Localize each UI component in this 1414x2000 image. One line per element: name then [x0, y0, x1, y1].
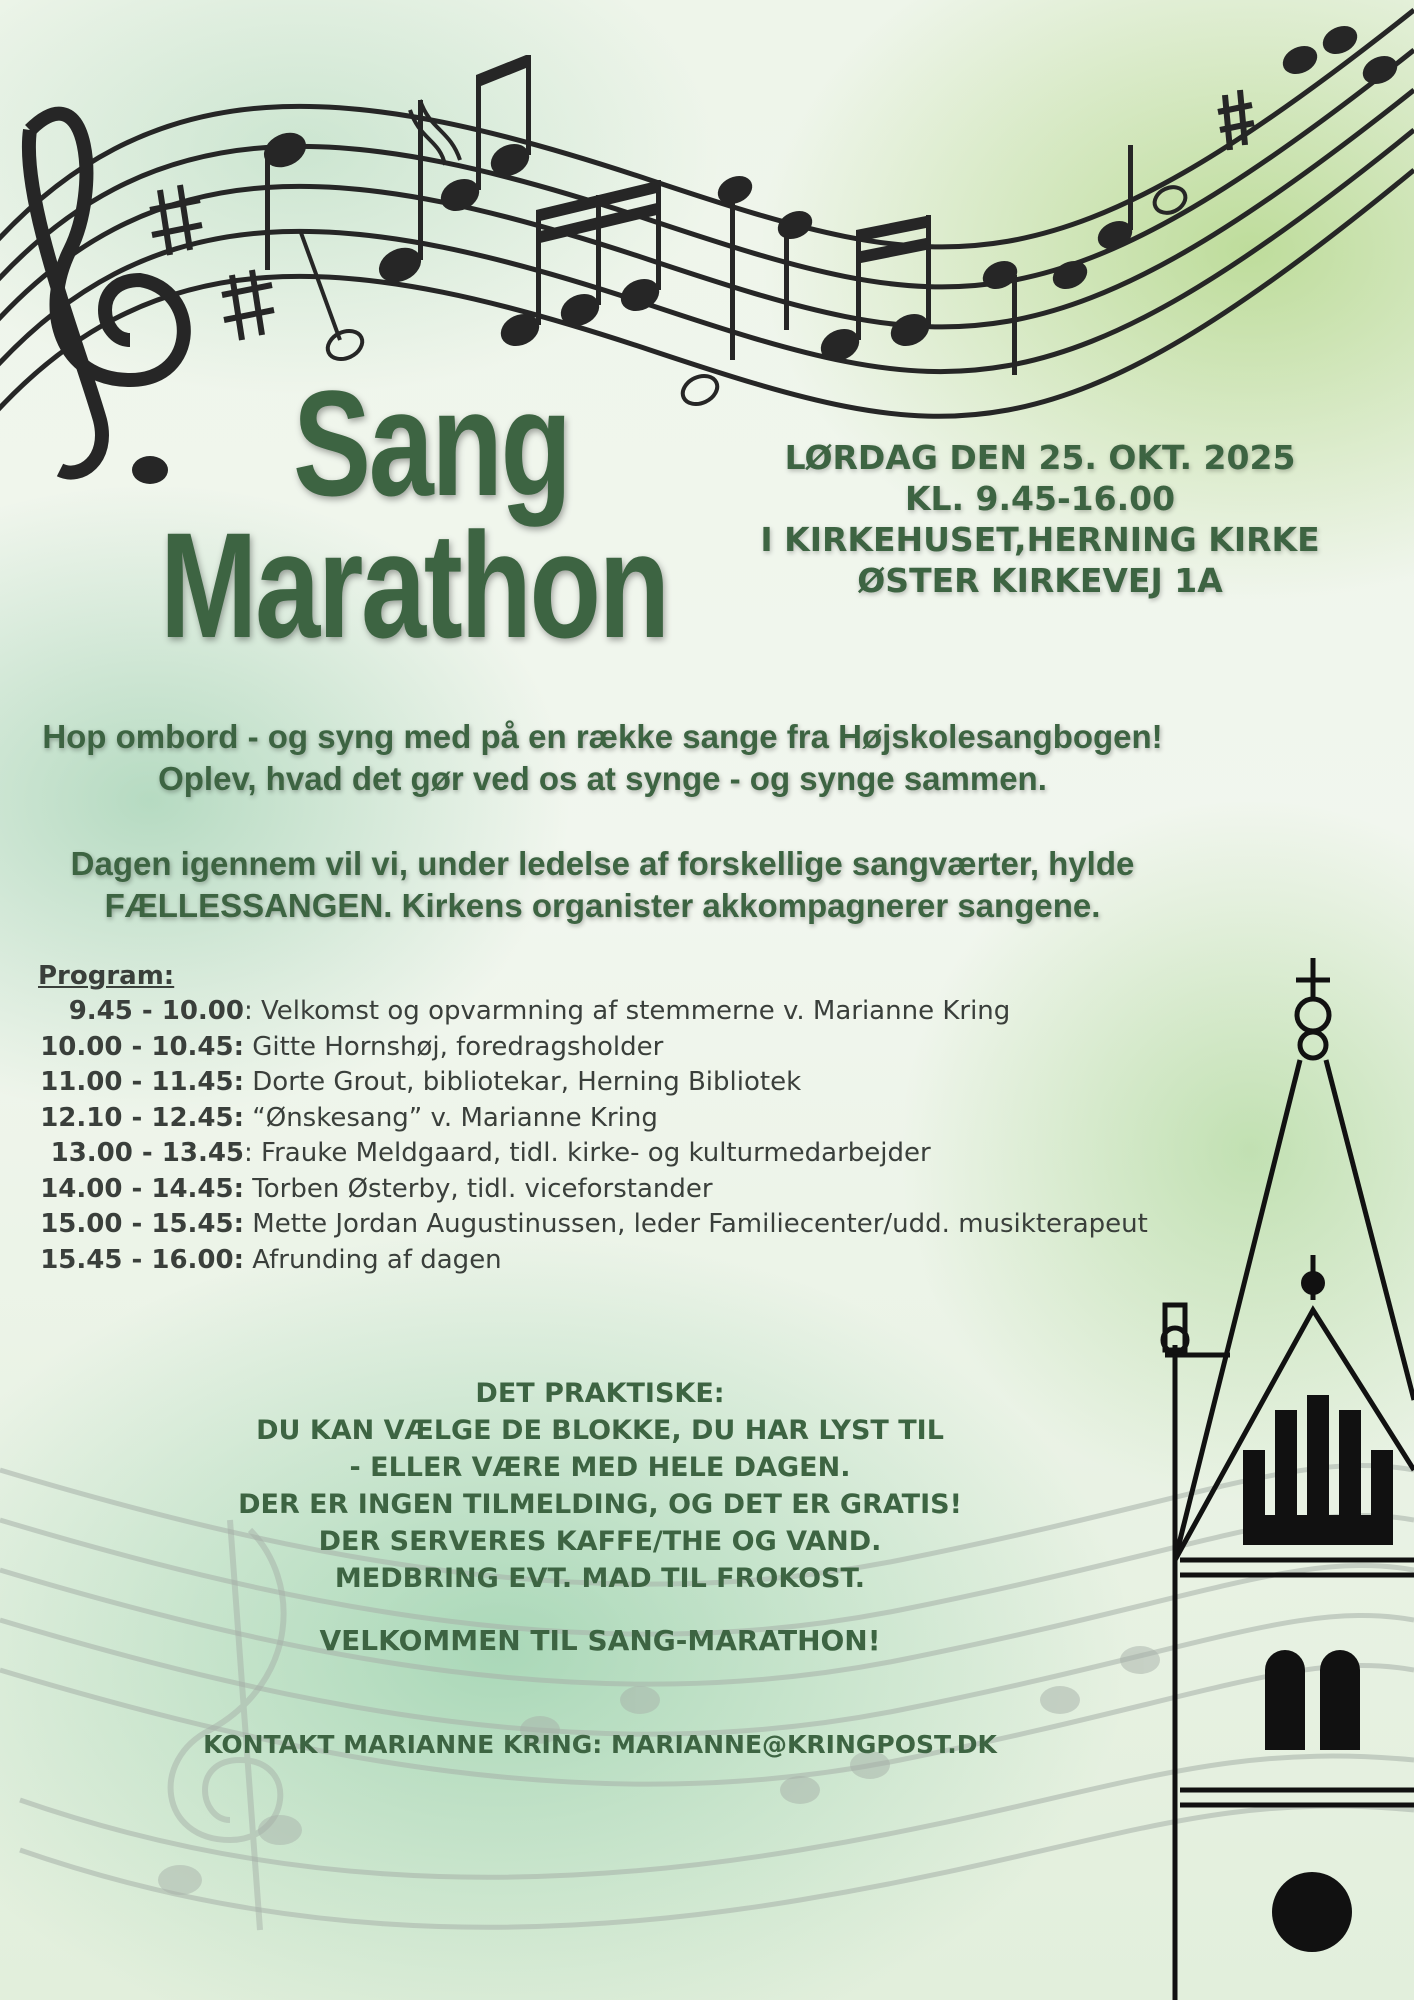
- program-time: 10.00 - 10.45:: [40, 1031, 244, 1062]
- intro-line: Oplev, hvad det gør ved os at synge - og synge sammen.: [158, 760, 1047, 797]
- program-time: 9.45 - 10.00: [68, 996, 244, 1026]
- program-sep: :: [244, 1138, 253, 1168]
- practical-line: DU KAN VÆLGE DE BLOKKE, DU HAR LYST TIL: [256, 1415, 944, 1446]
- event-address: ØSTER KIRKEVEJ 1A: [857, 561, 1223, 600]
- intro-paragraph-1: [30, 716, 1175, 800]
- program-text: Gitte Hornshøj, foredragsholder: [244, 1031, 664, 1062]
- title-line-1: Sang: [293, 359, 570, 527]
- program-time: 12.10 - 12.45:: [40, 1102, 244, 1133]
- intro-line: Hop ombord - og syng med på en række sange fra Højskolesangbogen!: [42, 718, 1163, 755]
- program-text: Mette Jordan Augustinussen, leder Familiecenter/udd. musikterapeut: [244, 1209, 1148, 1239]
- program-sep: :: [244, 996, 253, 1026]
- program-row: [38, 1243, 1148, 1279]
- program-time: 15.45 - 16.00:: [40, 1244, 244, 1275]
- program-text: Afrunding af dagen: [244, 1244, 502, 1275]
- program-heading: Program:: [38, 961, 175, 991]
- welcome-text: VELKOMMEN TIL SANG-MARATHON!: [319, 1624, 881, 1657]
- program-text: Torben Østerby, tidl. viceforstander: [244, 1173, 713, 1204]
- practical-line: DER ER INGEN TILMELDING, OG DET ER GRATIS!: [238, 1489, 962, 1520]
- program: [38, 958, 1148, 1278]
- event-date: LØRDAG DEN 25. OKT. 2025: [784, 438, 1296, 477]
- program-row: [38, 1065, 1148, 1101]
- program-row: [38, 1207, 1148, 1243]
- organ-pipes-icon: [1243, 1395, 1393, 1545]
- event-venue: I KIRKEHUSET,HERNING KIRKE: [760, 520, 1320, 559]
- event-info: [760, 437, 1320, 601]
- program-text: Dorte Grout, bibliotekar, Herning Bibliotek: [244, 1067, 802, 1097]
- program-row: [38, 1030, 1148, 1066]
- program-time: 13.00 - 13.45: [50, 1138, 244, 1168]
- intro-paragraph-2: [30, 843, 1175, 927]
- program-text: Velkomst og opvarmning af stemmerne v. Marianne Kring: [252, 996, 1011, 1026]
- event-time: KL. 9.45-16.00: [904, 479, 1176, 518]
- intro-line: FÆLLESSANGEN. Kirkens organister akkompagnerer sangene.: [104, 887, 1101, 924]
- program-row: [38, 1136, 1148, 1172]
- program-text: “Ønskesang” v. Marianne Kring: [244, 1102, 658, 1133]
- contact-info: KONTAKT MARIANNE KRING: MARIANNE@KRINGPOST.DK: [203, 1730, 997, 1759]
- program-row: [38, 1101, 1148, 1137]
- practical-line: MEDBRING EVT. MAD TIL FROKOST.: [334, 1563, 866, 1594]
- program-text: Frauke Meldgaard, tidl. kirke- og kulturmedarbejder: [252, 1138, 931, 1168]
- practical-line: - ELLER VÆRE MED HELE DAGEN.: [349, 1452, 851, 1483]
- intro-line: Dagen igennem vil vi, under ledelse af forskellige sangværter, hylde: [70, 845, 1135, 882]
- practical-line: DER SERVERES KAFFE/THE OG VAND.: [318, 1526, 882, 1557]
- practical-heading: DET PRAKTISKE:: [475, 1378, 725, 1409]
- tower-windows: [1265, 1650, 1360, 1952]
- program-time: 11.00 - 11.45:: [40, 1067, 244, 1097]
- title-line-2: Marathon: [160, 501, 668, 669]
- program-time: 15.00 - 15.45:: [40, 1209, 244, 1239]
- program-row: [38, 994, 1148, 1030]
- program-row: [38, 1172, 1148, 1208]
- program-time: 14.00 - 14.45:: [40, 1173, 244, 1204]
- practical-info: [150, 1375, 1050, 1597]
